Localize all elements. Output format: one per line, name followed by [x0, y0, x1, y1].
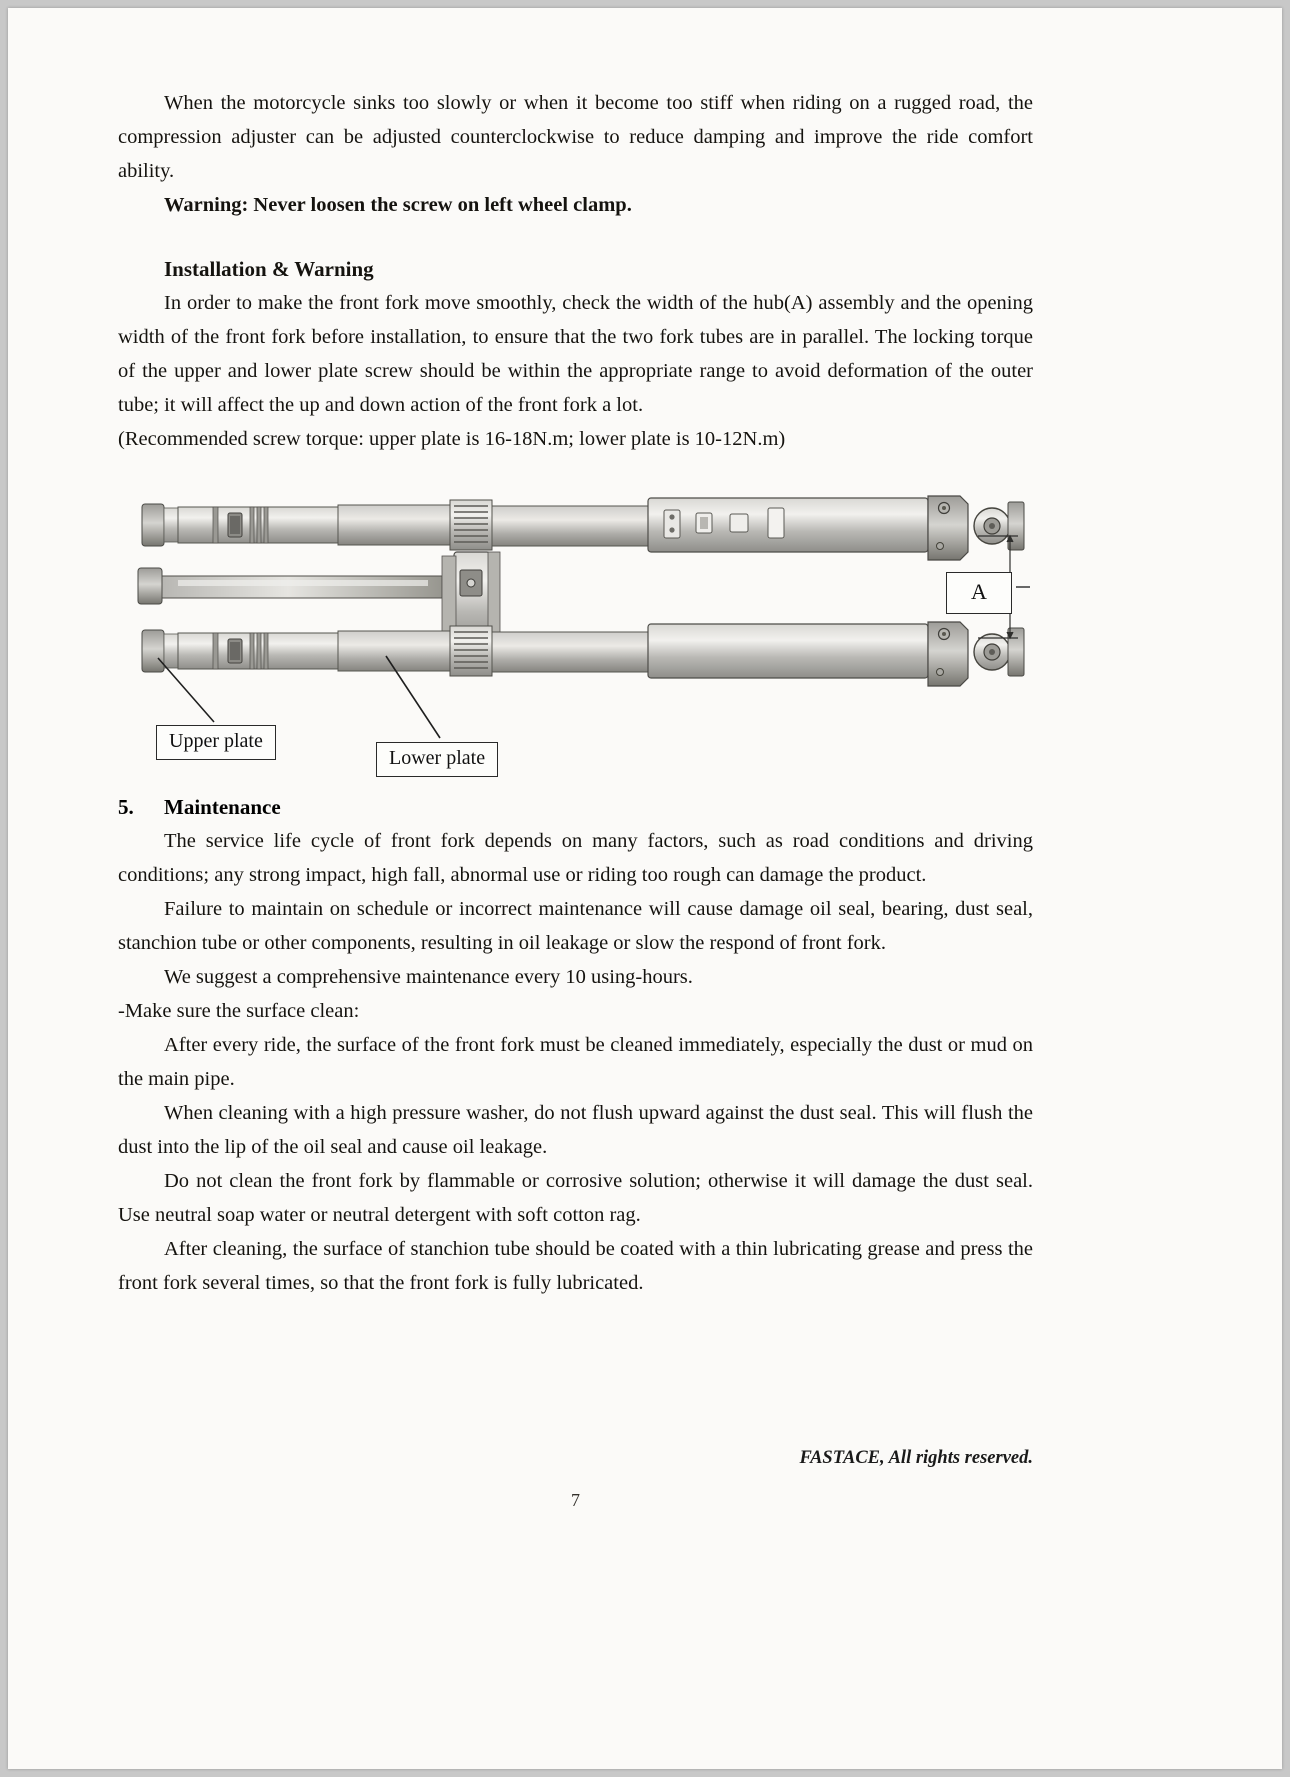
paragraph-surface-clean: -Make sure the surface clean: — [118, 1000, 360, 1022]
callout-upper-plate: Upper plate — [156, 725, 276, 760]
paragraph-after-ride: After every ride, the surface of the front fork must be cleaned immediately, especially the dust or mud on the main pipe. — [118, 1034, 1033, 1090]
page-number: 7 — [571, 1490, 580, 1510]
page-content — [118, 86, 1033, 1510]
heading-installation-warning: Installation & Warning — [164, 257, 374, 281]
callout-lower-plate: Lower plate — [376, 742, 498, 777]
paragraph-pressure-washer: When cleaning with a high pressure washer, do not flush upward against the dust seal. This will flush the dust into the lip of the oil seal and cause oil leakage. — [118, 1102, 1033, 1158]
paragraph-no-flammable: Do not clean the front fork by flammable or corrosive solution; otherwise it will damage the dust seal. Use neutral soap water or neutral detergent with soft cotton rag. — [118, 1170, 1033, 1226]
paragraph-failure-maintain: Failure to maintain on schedule or incorrect maintenance will cause damage oil seal, bearing, dust seal, stanchion tube or other components, resulting in oil leakage or slow the respond of front fork. — [118, 898, 1033, 954]
upper-fork-leg — [142, 496, 1024, 560]
spacer — [118, 222, 1033, 252]
front-fork-diagram — [118, 480, 1033, 790]
paragraph-installation: In order to make the front fork move smoothly, check the width of the hub(A) assembly and the opening width of the front fork before installation, to ensure that the two fork tubes are in parallel. The locking torque of the upper and lower plate screw should be within the appropriate range to avoid deformation of the outer tube; it will affect the up and down action of the front fork a lot. — [118, 292, 1033, 416]
paragraph-torque: (Recommended screw torque: upper plate is 16-18N.m; lower plate is 10-12N.m) — [118, 428, 786, 450]
paragraph-service-life: The service life cycle of front fork depends on many factors, such as road conditions and driving conditions; any strong impact, high fall, abnormal use or riding too rough can damage the product. — [118, 830, 1033, 886]
section-number: 5. — [118, 795, 134, 819]
callout-hub-a: A — [946, 572, 1012, 614]
document-page — [8, 8, 1282, 1769]
paragraph-after-cleaning: After cleaning, the surface of stanchion tube should be coated with a thin lubricating grease and press the front fork several times, so that the front fork is fully lubricated. — [118, 1238, 1033, 1294]
section-title: Maintenance — [164, 795, 281, 819]
copyright-notice: FASTACE, All rights reserved. — [799, 1448, 1033, 1468]
paragraph-intro: When the motorcycle sinks too slowly or when it become too stiff when riding on a rugged road, the compression adjuster can be adjusted counterclockwise to reduce damping and improve the ride comfort ability. — [118, 92, 1033, 182]
warning-line: Warning: Never loosen the screw on left wheel clamp. — [164, 194, 632, 216]
paragraph-suggest-maintenance: We suggest a comprehensive maintenance every 10 using-hours. — [164, 966, 693, 988]
lower-fork-leg — [142, 622, 1024, 686]
section-heading-maintenance — [118, 790, 1033, 824]
